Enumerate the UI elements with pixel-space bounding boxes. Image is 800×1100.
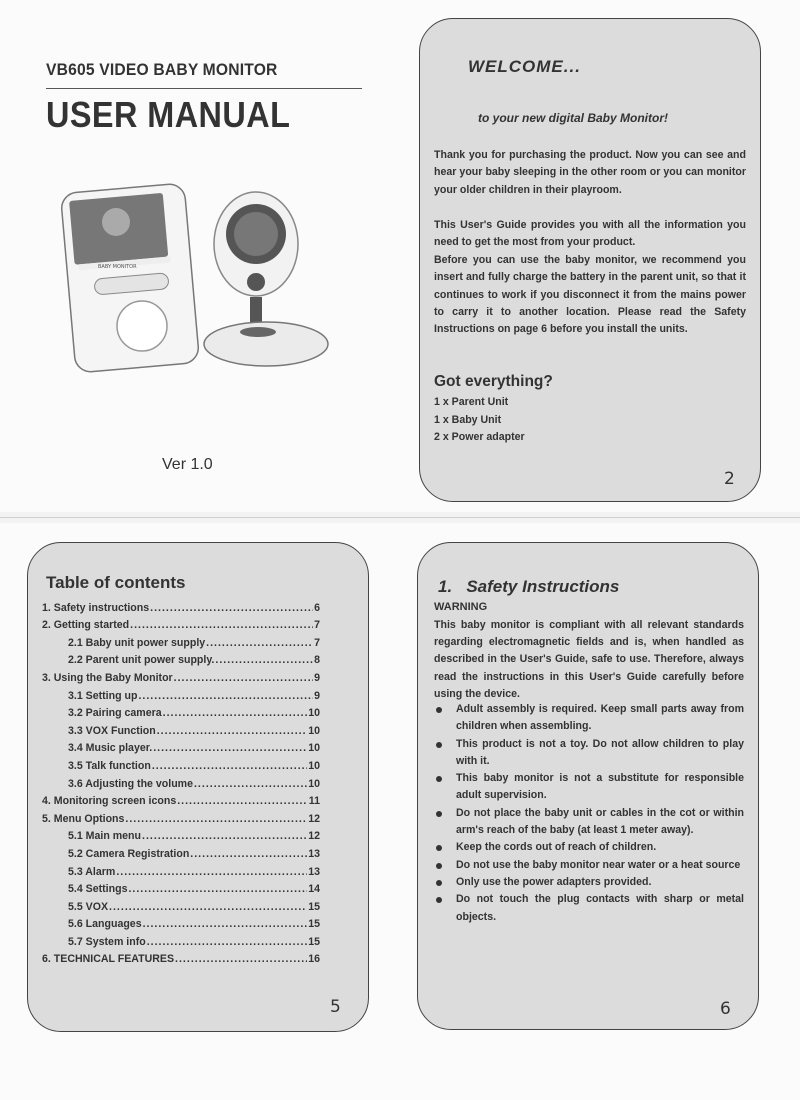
warning-label: WARNING xyxy=(434,601,488,613)
toc-list xyxy=(42,596,320,965)
toc-entry-page: 15 xyxy=(308,918,320,931)
toc-entry[interactable] xyxy=(42,807,320,825)
bullet-icon xyxy=(436,880,442,886)
safety-heading: 1. Safety Instructions xyxy=(438,577,620,596)
toc-entry-label: 5. Menu Options xyxy=(42,812,125,825)
toc-entry[interactable] xyxy=(42,878,320,896)
bullet-text: Keep the cords out of reach of children. xyxy=(456,841,657,854)
toc-entry-label: 3.1 Setting up xyxy=(68,689,138,702)
toc-entry-label: 1. Safety instructions xyxy=(42,601,150,614)
safety-intro: This baby monitor is compliant with all relevant standards regarding electromagnetic fields and is, when handled as described in the User's Guide, safe to use. Therefore, always read the instructions in this User's Guide carefully before using the device. xyxy=(434,619,744,700)
toc-entry-page: 14 xyxy=(308,883,320,896)
toc-entry-label: 3.6 Adjusting the volume xyxy=(68,777,193,790)
bullet-text: Adult assembly is required. Keep small parts away from children when assembling. xyxy=(456,703,744,733)
toc-entry[interactable] xyxy=(42,948,320,966)
page-number: 2 xyxy=(724,469,735,489)
toc-entry-label: 4. Monitoring screen icons xyxy=(42,795,177,808)
bullet-text: Do not touch the plug contacts with sharp or metal objects. xyxy=(456,893,744,923)
welcome-paragraph-3: Before you can use the baby monitor, we recommend you insert and fully charge the battery in the parent unit, so that it continues to work if you disconnect it from the mains power to carry it to another location. Please read the Safety Instructions on page 6 before you install the units. xyxy=(434,254,746,336)
safety-panel xyxy=(417,542,759,1030)
fold-line xyxy=(0,517,800,518)
toc-entry[interactable] xyxy=(42,666,320,684)
toc-entry-label: 3.5 Talk function xyxy=(68,759,151,772)
parent-unit-image xyxy=(60,183,199,373)
toc-entry[interactable] xyxy=(42,719,320,737)
toc-entry-label: 5.4 Settings xyxy=(68,883,128,896)
bullet-icon xyxy=(436,707,442,713)
toc-entry-page: 9 xyxy=(314,671,320,684)
list-item xyxy=(432,891,744,926)
toc-entry[interactable] xyxy=(42,913,320,931)
toc-entry[interactable] xyxy=(42,614,320,632)
toc-entry[interactable] xyxy=(42,702,320,720)
toc-entry-page: 15 xyxy=(308,935,320,948)
got-everything-heading: Got everything? xyxy=(434,373,553,390)
toc-entry-label: 5.3 Alarm xyxy=(68,865,116,878)
bullet-text: Do not place the baby unit or cables in the cot or within arm's reach of the baby (at least 1 meter away). xyxy=(456,806,744,837)
baby-unit-image xyxy=(204,192,328,366)
toc-entry[interactable] xyxy=(42,860,320,878)
list-item xyxy=(432,857,744,874)
bullet-icon xyxy=(436,742,442,748)
list-item: 2 x Power adapter xyxy=(434,431,525,443)
toc-entry[interactable] xyxy=(42,895,320,913)
toc-entry-page: 11 xyxy=(308,795,320,808)
safety-bullet-list xyxy=(432,701,744,926)
toc-entry[interactable] xyxy=(42,825,320,843)
bullet-icon xyxy=(436,863,442,869)
toc-entry-label: 5.7 System info xyxy=(68,935,146,948)
toc-entry-label: 5.6 Languages xyxy=(68,918,142,931)
toc-heading: Table of contents xyxy=(46,573,186,592)
toc-entry-page: 16 xyxy=(308,953,320,966)
welcome-paragraph-1: Thank you for purchasing the product. Now you can see and hear your baby sleeping in the other room or you can monitor your older children in their playroom. xyxy=(434,149,746,196)
toc-entry[interactable] xyxy=(42,649,320,667)
toc-entry-page: 13 xyxy=(308,847,320,860)
bullet-text: Do not use the baby monitor near water or a heat source xyxy=(456,858,741,871)
cover-title: USER MANUAL xyxy=(46,94,291,135)
toc-entry-label: 2. Getting started xyxy=(42,619,130,632)
toc-entry-page: 15 xyxy=(308,900,320,913)
list-item xyxy=(432,701,744,736)
toc-entry-page: 12 xyxy=(308,812,320,825)
welcome-heading: WELCOME... xyxy=(468,57,581,76)
toc-entry-label: 3.2 Pairing camera xyxy=(68,707,162,720)
toc-entry[interactable] xyxy=(42,631,320,649)
screen-label: BABY MONITOR xyxy=(98,264,137,270)
bullet-text: This product is not a toy. Do not allow children to play with it. xyxy=(456,737,744,767)
page-number: 6 xyxy=(720,999,731,1019)
toc-entry[interactable] xyxy=(42,684,320,702)
bullet-icon xyxy=(436,845,442,851)
toc-entry-label: 6. TECHNICAL FEATURES xyxy=(42,953,175,966)
toc-entry-page: 10 xyxy=(308,742,320,755)
page-number: 5 xyxy=(330,997,341,1017)
list-item xyxy=(432,874,744,891)
welcome-panel xyxy=(419,18,761,502)
toc-entry-label: 3.4 Music player. xyxy=(68,742,153,755)
toc-entry-label: 5.2 Camera Registration xyxy=(68,847,190,860)
toc-entry-label: 2.2 Parent unit power supply. xyxy=(68,654,215,667)
toc-entry-page: 7 xyxy=(314,619,320,632)
list-item xyxy=(432,770,744,805)
list-item: 1 x Baby Unit xyxy=(434,413,502,426)
toc-entry-page: 10 xyxy=(308,724,320,737)
list-item xyxy=(432,805,744,840)
toc-entry-page: 7 xyxy=(314,636,320,649)
welcome-paragraph-2: This User's Guide provides you with all the information you need to get the most from your product. xyxy=(434,219,746,249)
toc-entry-page: 13 xyxy=(308,865,320,878)
toc-panel xyxy=(27,542,369,1032)
toc-entry-label: 3. Using the Baby Monitor xyxy=(42,671,173,684)
toc-entry[interactable] xyxy=(42,790,320,808)
bullet-icon xyxy=(436,897,442,903)
bullet-icon xyxy=(436,776,442,782)
version-label: Ver 1.0 xyxy=(162,456,213,473)
toc-entry[interactable] xyxy=(42,737,320,755)
bullet-text: Only use the power adapters provided. xyxy=(456,875,652,888)
bullet-text: This baby monitor is not a substitute for responsible adult supervision. xyxy=(456,772,744,802)
toc-entry-label: 5.1 Main menu xyxy=(68,830,141,843)
product-illustration xyxy=(60,182,340,382)
toc-entry[interactable] xyxy=(42,930,320,948)
toc-entry[interactable] xyxy=(42,772,320,790)
toc-entry-page: 10 xyxy=(308,777,320,790)
toc-entry-label: 3.3 VOX Function xyxy=(68,724,156,737)
toc-entry-label: 2.1 Baby unit power supply xyxy=(68,636,206,649)
toc-entry-page: 10 xyxy=(308,707,320,720)
contents-list xyxy=(434,394,525,447)
list-item xyxy=(432,839,744,856)
toc-entry-page: 9 xyxy=(314,689,320,702)
toc-entry-page: 8 xyxy=(314,654,320,667)
toc-entry-label: 5.5 VOX xyxy=(68,900,109,913)
toc-entry-page: 12 xyxy=(308,830,320,843)
cover-subtitle: VB605 VIDEO BABY MONITOR xyxy=(46,60,278,79)
toc-entry[interactable] xyxy=(42,842,320,860)
bullet-icon xyxy=(436,811,442,817)
toc-entry-page: 10 xyxy=(308,759,320,772)
title-rule xyxy=(46,88,362,89)
toc-entry-page: 6 xyxy=(314,601,320,614)
toc-entry[interactable] xyxy=(42,596,320,614)
toc-entry[interactable] xyxy=(42,754,320,772)
list-item: 1 x Parent Unit xyxy=(434,396,509,408)
welcome-subheading: to your new digital Baby Monitor! xyxy=(478,111,668,125)
list-item xyxy=(432,736,744,771)
